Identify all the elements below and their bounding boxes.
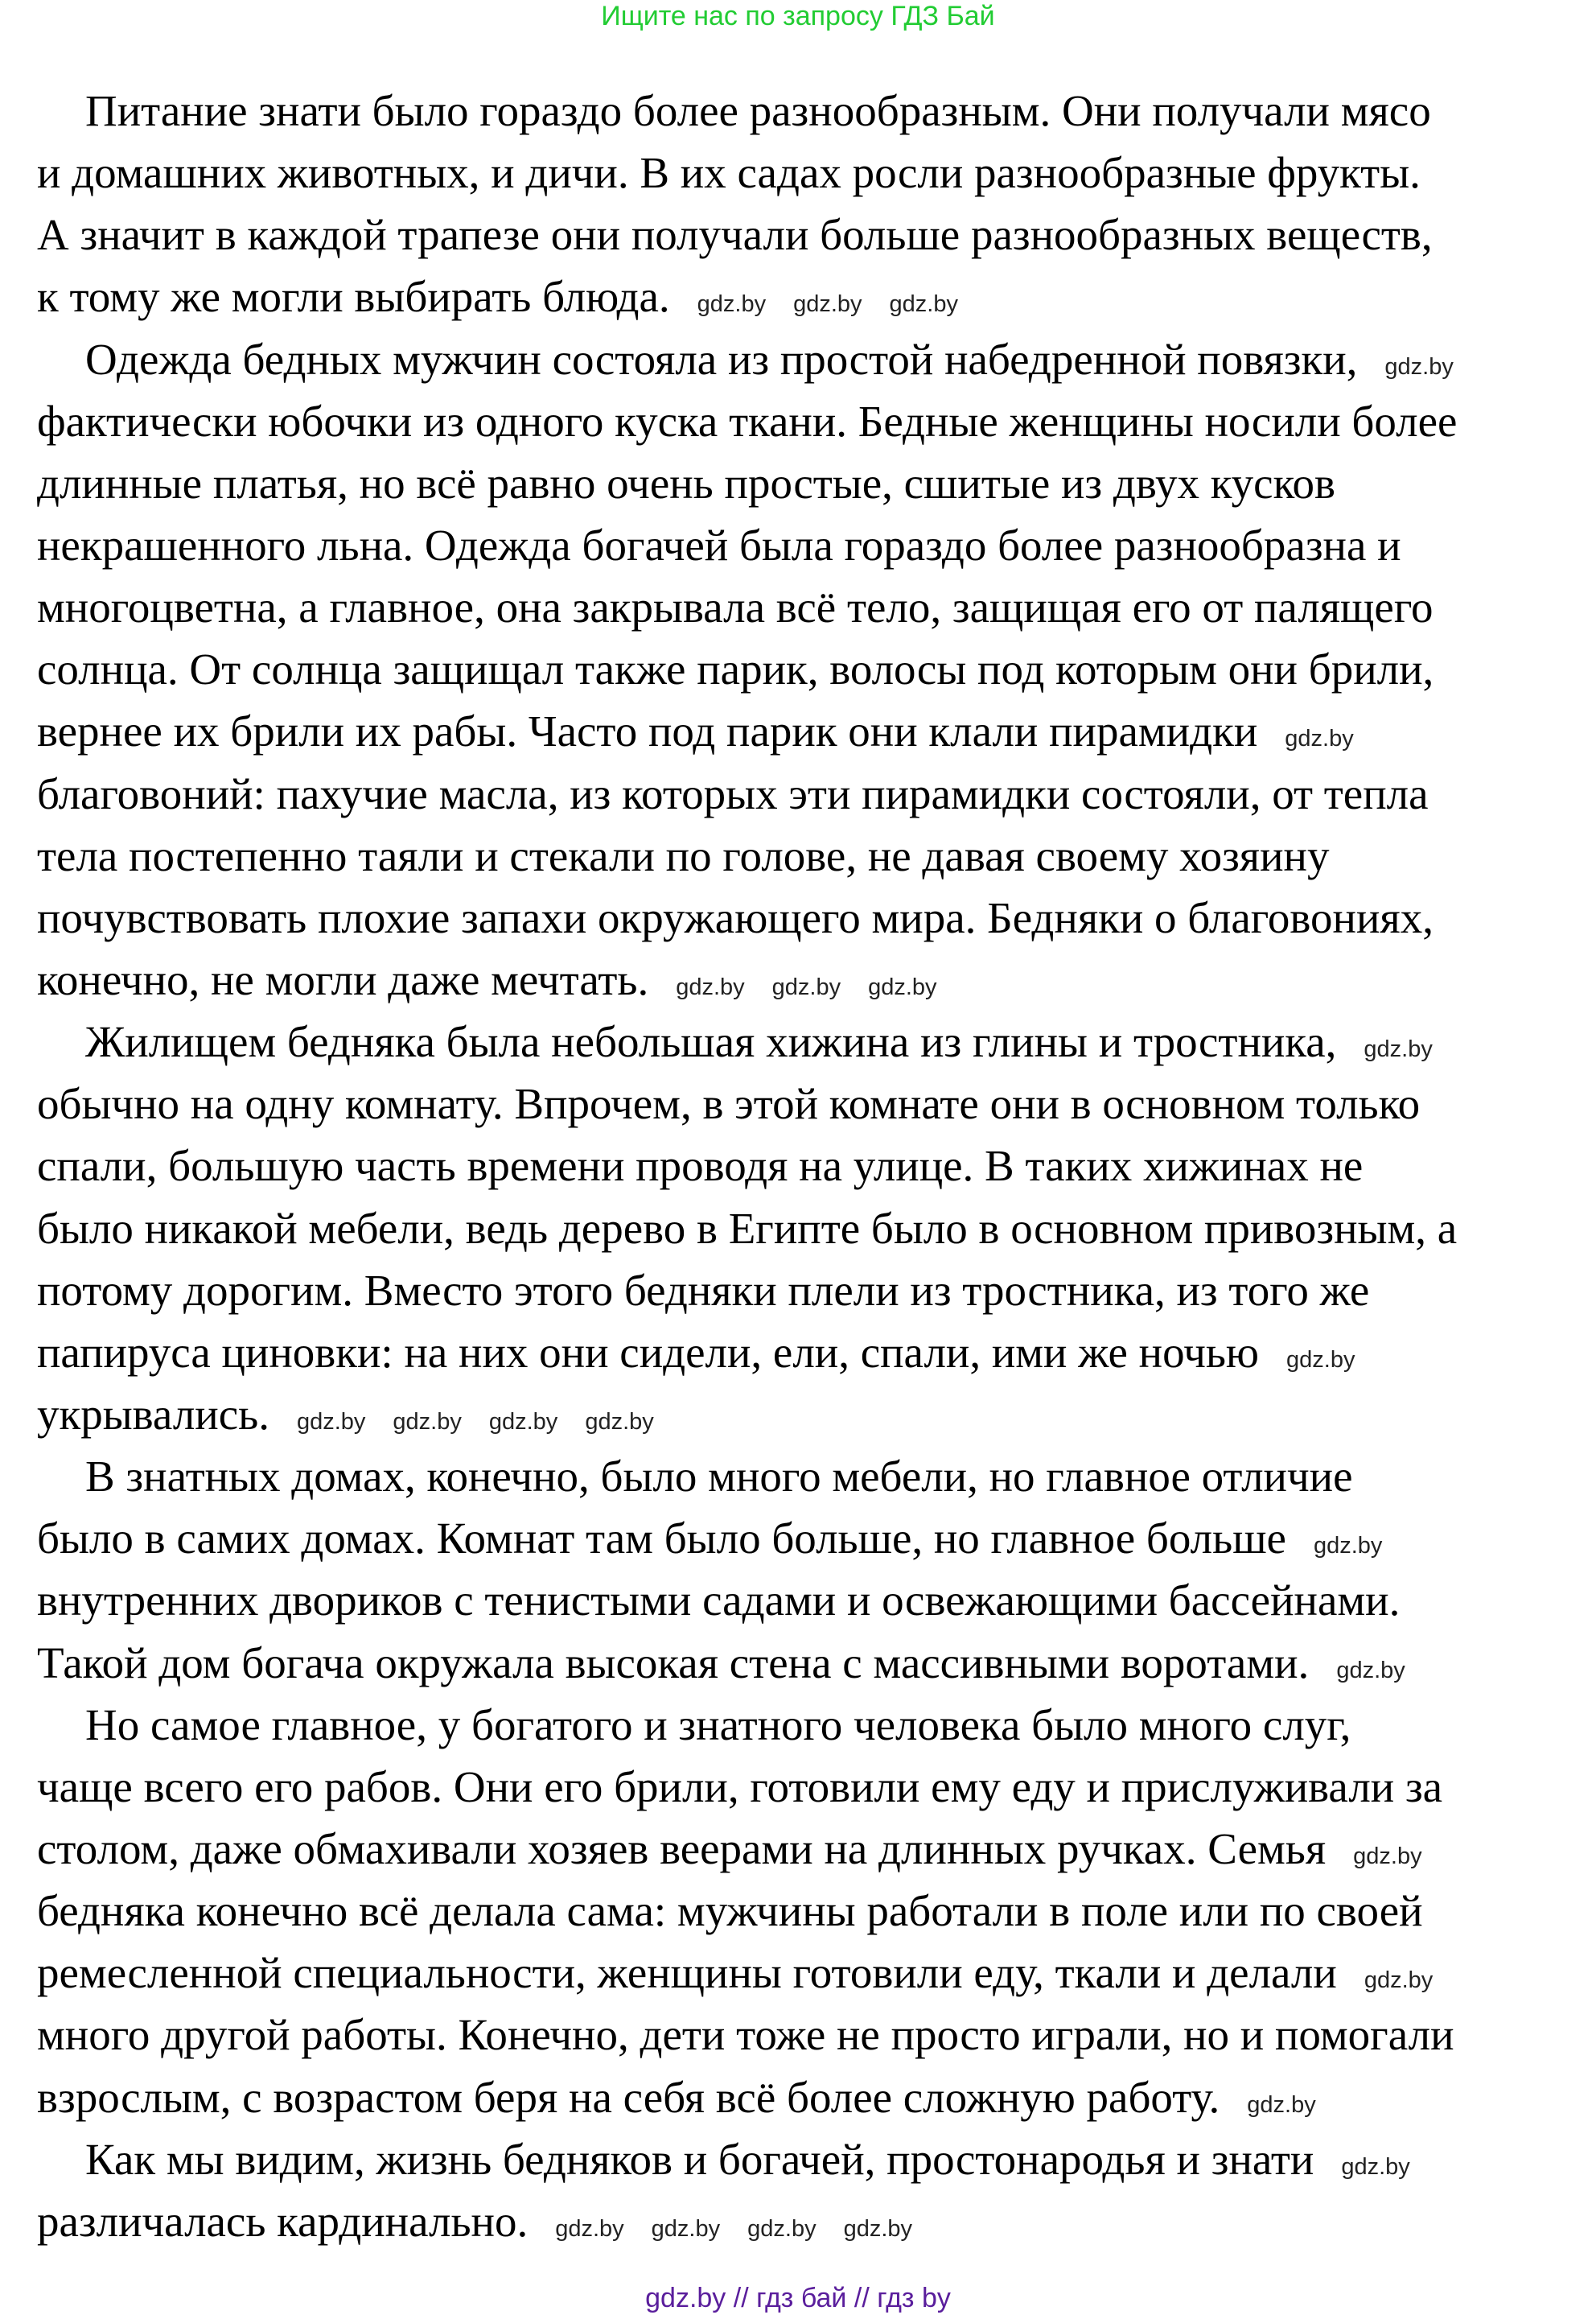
text-line <box>37 80 1573 142</box>
line-text: к тому же могли выбирать блюда. <box>37 272 670 322</box>
watermark: gdz.by <box>296 1408 366 1435</box>
watermark: gdz.by <box>393 1408 462 1435</box>
paragraph <box>37 80 1573 328</box>
text-line <box>37 1756 1573 1818</box>
line-text: фактически юбочки из одного куска ткани. Бедные женщины носили более <box>37 396 1458 446</box>
text-line <box>37 142 1573 204</box>
text-line <box>37 1942 1573 2004</box>
line-text: было в самих домах. Комнат там было больше, но главное больше <box>37 1514 1286 1563</box>
text-line <box>37 2190 1573 2252</box>
watermark: gdz.by <box>771 974 841 1000</box>
text-line <box>37 1073 1573 1135</box>
watermark: gdz.by <box>747 2215 817 2242</box>
text-line <box>37 1569 1573 1631</box>
text-line <box>37 887 1573 949</box>
watermark: gdz.by <box>868 974 937 1000</box>
text-line <box>37 2004 1573 2066</box>
text-line <box>37 1011 1573 1073</box>
text-line <box>37 1507 1573 1569</box>
line-text: укрывались. <box>37 1389 269 1439</box>
line-text: чаще всего его рабов. Они его брили, готовили ему еду и прислуживали за <box>37 1761 1443 1811</box>
text-line <box>37 763 1573 825</box>
text-line <box>37 825 1573 887</box>
watermark: gdz.by <box>1286 1346 1355 1373</box>
line-text: Одежда бедных мужчин состояла из простой набедренной повязки, <box>85 334 1358 384</box>
line-text: конечно, не могли даже мечтать. <box>37 954 649 1004</box>
watermark: gdz.by <box>1247 2091 1316 2118</box>
text-line <box>37 1818 1573 1880</box>
line-text: папируса циновки: на них они сидели, ели, спали, ими же ночью <box>37 1327 1260 1377</box>
line-text: и домашних животных, и дичи. В их садах росли разнообразные фрукты. <box>37 148 1421 198</box>
text-line <box>37 1383 1573 1445</box>
line-text: обычно на одну комнату. Впрочем, в этой комнате они в основном только <box>37 1079 1421 1129</box>
paragraph <box>37 2128 1573 2252</box>
line-text: почувствовать плохие запахи окружающего мира. Бедняки о благовониях, <box>37 892 1434 942</box>
line-text: потому дорогим. Вместо этого бедняки плели из тростника, из того же <box>37 1265 1370 1315</box>
text-line <box>37 638 1573 700</box>
watermark: gdz.by <box>793 291 862 318</box>
text-line <box>37 1135 1573 1197</box>
watermark: gdz.by <box>1285 726 1354 752</box>
watermark: gdz.by <box>1341 2153 1410 2180</box>
watermark: gdz.by <box>676 974 745 1000</box>
document-body <box>37 80 1573 2252</box>
line-text: Жилищем бедняка была небольшая хижина из глины и тростника, <box>85 1017 1337 1067</box>
text-line <box>37 266 1573 327</box>
watermark: gdz.by <box>1353 1843 1422 1869</box>
text-line <box>37 1445 1573 1507</box>
site-footer: gdz.by // гдз бай // гдз by <box>645 2283 951 2313</box>
watermark: gdz.by <box>1384 353 1454 380</box>
line-text: вернее их брили их рабы. Часто под парик они клали пирамидки <box>37 706 1258 756</box>
line-text: различалась кардинально. <box>37 2196 529 2246</box>
line-text: было никакой мебели, ведь дерево в Египте было в основном привозным, а <box>37 1203 1458 1253</box>
text-line <box>37 2066 1573 2128</box>
text-line <box>37 1694 1573 1756</box>
text-line <box>37 1197 1573 1259</box>
watermark: gdz.by <box>889 291 958 318</box>
line-text: столом, даже обмахивали хозяев веерами на длинных ручках. Семья <box>37 1823 1327 1873</box>
text-line <box>37 514 1573 576</box>
line-text: Но самое главное, у богатого и знатного человека было много слуг, <box>85 1699 1351 1749</box>
line-text: А значит в каждой трапезе они получали больше разнообразных веществ, <box>37 210 1433 260</box>
text-line <box>37 1632 1573 1694</box>
line-text: внутренних двориков с тенистыми садами и освежающими бассейнами. <box>37 1576 1401 1625</box>
line-text: некрашенного льна. Одежда богачей была гораздо более разнообразна и <box>37 520 1401 570</box>
line-text: много другой работы. Конечно, дети тоже не просто играли, но и помогали <box>37 2010 1454 2060</box>
line-text: солнца. От солнца защищал также парик, волосы под которым они брили, <box>37 645 1434 694</box>
site-banner: Ищите нас по запросу ГДЗ Бай <box>601 1 995 31</box>
text-line <box>37 328 1573 390</box>
text-line <box>37 390 1573 452</box>
paragraph <box>37 1445 1573 1694</box>
line-text: тела постепенно таяли и стекали по голове, не давая своему хозяину <box>37 830 1330 880</box>
watermark: gdz.by <box>843 2215 913 2242</box>
watermark: gdz.by <box>555 2215 624 2242</box>
text-line <box>37 576 1573 638</box>
text-line <box>37 1259 1573 1321</box>
line-text: Такой дом богача окружала высокая стена с массивными воротами. <box>37 1637 1310 1687</box>
watermark: gdz.by <box>488 1408 558 1435</box>
text-line <box>37 949 1573 1011</box>
line-text: благовоний: пахучие масла, из которых эти пирамидки состояли, от тепла <box>37 768 1429 818</box>
text-line <box>37 1321 1573 1383</box>
watermark: gdz.by <box>585 1408 654 1435</box>
line-text: Питание знати было гораздо более разнообразным. Они получали мясо <box>85 86 1431 135</box>
text-line <box>37 452 1573 514</box>
watermark: gdz.by <box>697 291 767 318</box>
watermark: gdz.by <box>1313 1533 1383 1559</box>
line-text: многоцветна, а главное, она закрывала всё тело, защищая его от палящего <box>37 583 1434 632</box>
watermark: gdz.by <box>1364 1967 1434 1994</box>
text-line <box>37 1880 1573 1942</box>
paragraph <box>37 1011 1573 1445</box>
watermark: gdz.by <box>1336 1657 1405 1683</box>
line-text: длинные платья, но всё равно очень простые, сшитые из двух кусков <box>37 458 1335 508</box>
paragraph <box>37 1694 1573 2128</box>
text-line <box>37 2128 1573 2190</box>
watermark: gdz.by <box>1364 1036 1433 1063</box>
text-line <box>37 700 1573 762</box>
line-text: спали, большую часть времени проводя на улице. В таких хижинах не <box>37 1141 1364 1191</box>
watermark: gdz.by <box>651 2215 721 2242</box>
line-text: В знатных домах, конечно, было много мебели, но главное отличие <box>85 1452 1353 1501</box>
line-text: ремесленной специальности, женщины готовили еду, ткали и делали <box>37 1948 1337 1998</box>
text-line <box>37 204 1573 266</box>
line-text: бедняка конечно всё делала сама: мужчины работали в поле или по своей <box>37 1886 1423 1936</box>
line-text: Как мы видим, жизнь бедняков и богачей, простонародья и знати <box>85 2134 1314 2184</box>
line-text: взрослым, с возрастом беря на себя всё более сложную работу. <box>37 2072 1220 2122</box>
paragraph <box>37 328 1573 1011</box>
